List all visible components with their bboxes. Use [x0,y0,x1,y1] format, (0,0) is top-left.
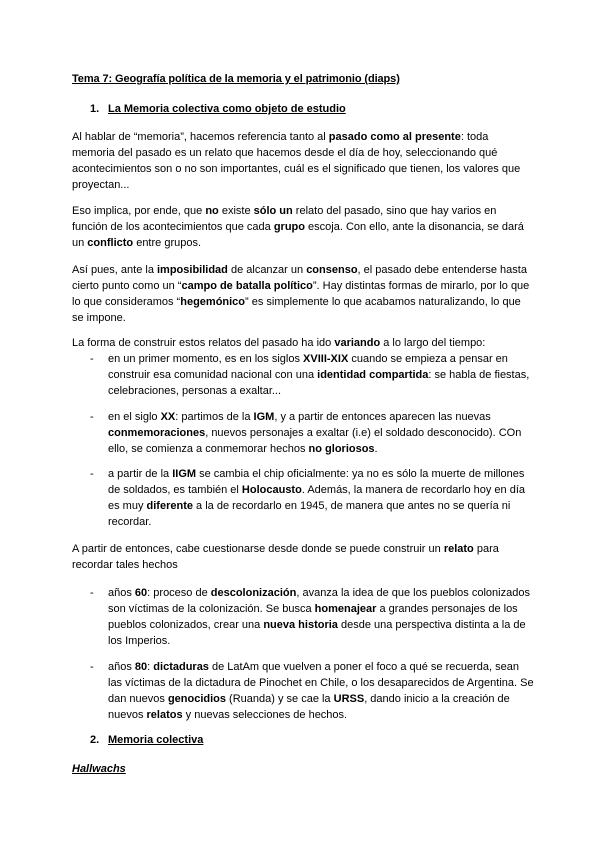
paragraph-relato: A partir de entonces, cabe cuestionarse desde donde se puede construir un relato para recordar tales hechos [72,543,499,571]
section-1-heading: La Memoria colectiva como objeto de estudio [108,103,346,115]
bullet-dash: - [90,661,94,673]
paragraph-consenso: Así pues, ante la imposibilidad de alcanzar un consenso, el pasado debe entenderse hasta cierto punto como un “campo de batalla político”. Hay distintas formas de mirarlo, por lo que lo que consideramos “hegemónico” es simplemente lo que acabamos naturalizando, lo que se impone. [72,264,530,324]
bullet-dash: - [90,353,94,365]
paragraph-memoria: Al hablar de “memoria”, hacemos referencia tanto al pasado como al presente: toda memoria del pasado es un relato que hacemos desde el día de hoy, seleccionando qué acontecimientos son o no son importantes, cuál es el significado que tienen, los valores que proyectan... [72,131,521,191]
section-1-number: 1. [90,103,100,115]
subheading-hallwachs: Hallwachs [72,763,126,775]
document-title: Tema 7: Geografía política de la memoria y el patrimonio (diaps) [72,73,400,85]
list-item: a partir de la IIGM se cambia el chip oficialmente: ya no es sólo la muerte de millones de soldados, es también el Holocausto. Además, la manera de recordarlo hoy en día es muy diferente a la de recordarlo en 1945, de manera que antes no se quería ni recordar. [108,468,526,528]
bullet-dash: - [90,411,94,423]
list-item: años 60: proceso de descolonización, avanza la idea de que los pueblos colonizados son víctimas de la colonización. Se busca homenajear a grandes personajes de los pueblos colonizados, crear una nueva historia desde una perspectiva distinta a la de los Imperios. [108,587,530,647]
paragraph-relatos: Eso implica, por ende, que no existe sólo un relato del pasado, sino que hay varios en función de los acontecimientos que cada grupo escoja. Con ello, ante la disonancia, se dará un conflicto entre grupos. [72,205,524,249]
list-item: años 80: dictaduras de LatAm que vuelven a poner el foco a qué se recuerda, sean las víctimas de la dictadura de Pinochet en Chile, o los desaparecidos de Argentina. Se dan nuevos genocidios (Ruanda) y se cae la URSS, dando inicio a la creación de nuevos relatos y nuevas selecciones de hechos. [108,661,534,721]
list-item: en un primer momento, es en los siglos XVIII-XIX cuando se empieza a pensar en construir esa comunidad nacional con una identidad compartida: se habla de fiestas, celebraciones, personas a exaltar... [108,353,530,397]
bullet-dash: - [90,587,94,599]
section-2-number: 2. [90,734,100,746]
section-2-heading: Memoria colectiva [108,734,204,746]
bullet-dash: - [90,468,94,480]
list-item: en el siglo XX: partimos de la IGM, y a partir de entonces aparecen las nuevas conmemoraciones, nuevos personajes a exaltar (i.e) el soldado desconocido). COn ello, se comienza a conmemorar hechos no gloriosos. [108,411,522,455]
paragraph-variando: La forma de construir estos relatos del pasado ha ido variando a lo largo del tiempo: [72,337,486,349]
